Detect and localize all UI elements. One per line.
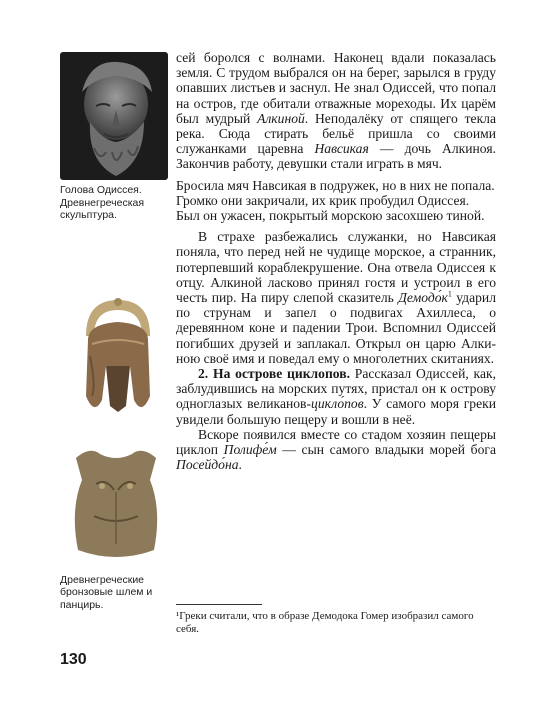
armor-caption: Древнегреческие бронзовые шлем и панцирь.	[60, 573, 153, 611]
paragraph: сей боролся с волнами. Наконец вдали показалась земля. С трудом выбрался он на берег, зарылся в груду опавших листьев и заснул. Не знал Одиссей, что попал на остров, где обитали отважные мореходы. Их царём был мудрый Алкиной. Неподалёку от спящего текла река. Сюда стирать бельё пришла со своими служанками царевна Навсикая — дочь Алкиноя. Закончив работу, девушки стали играть в мяч.	[176, 50, 496, 172]
bronze-cuirass-image	[66, 440, 166, 566]
paragraph: Громко они закричали, их крик пробудил Одиссея.	[176, 192, 470, 208]
footnote-divider	[176, 604, 262, 605]
odysseus-bust-image	[60, 52, 168, 180]
main-text	[176, 50, 496, 472]
paragraph: Бросила мяч Навсикая в подружек, но в них не попала.	[176, 177, 495, 193]
footnote: ¹Греки считали, что в образе Демодока Гомер изобразил самого себя.	[176, 610, 474, 635]
paragraph: Был он ужасен, покрытый морскою засохшею тиной.	[176, 208, 485, 224]
page-number: 130	[60, 651, 87, 668]
bust-caption: Голова Одиссея. Древнегреческая скульптура.	[60, 184, 145, 221]
paragraph: Вскоре появился вместе со стадом хозяин пещеры циклоп Полифе́м — сын самого владыки морей бога Посейдо́на.	[176, 426, 496, 473]
sidebar	[60, 52, 172, 611]
paragraph: В страхе разбежались служанки, но Навсикая поняла, что перед ней не чудище морское, а странник, потерпевший кораблекрушение. Она отвела Одиссея к отцу. Алкиной ласково принял гостя и устроил в его честь пир. На пиру слепой сказитель $Демодо́к^1$ ударил по струнам и запел о подвигах Ахиллеса, о деревянном коне и падении Трои. Вспомнил Одиссей погибших друзей и заплакал. Открыл он царю Алкиною своё имя и поведал ему о многолетних скитаниях.	[176, 229, 496, 366]
section-heading: 2. На острове циклопов.	[198, 366, 350, 382]
section-paragraph: 2. На острове циклопов. Рассказал Одиссей, как, заблудившись на морских путях, пристал он к острову одноглазых великанов-цикло́пов. У самого моря греки увидели большую пещеру и вошли в неё.	[176, 366, 496, 427]
bronze-helmet-image	[72, 296, 164, 428]
